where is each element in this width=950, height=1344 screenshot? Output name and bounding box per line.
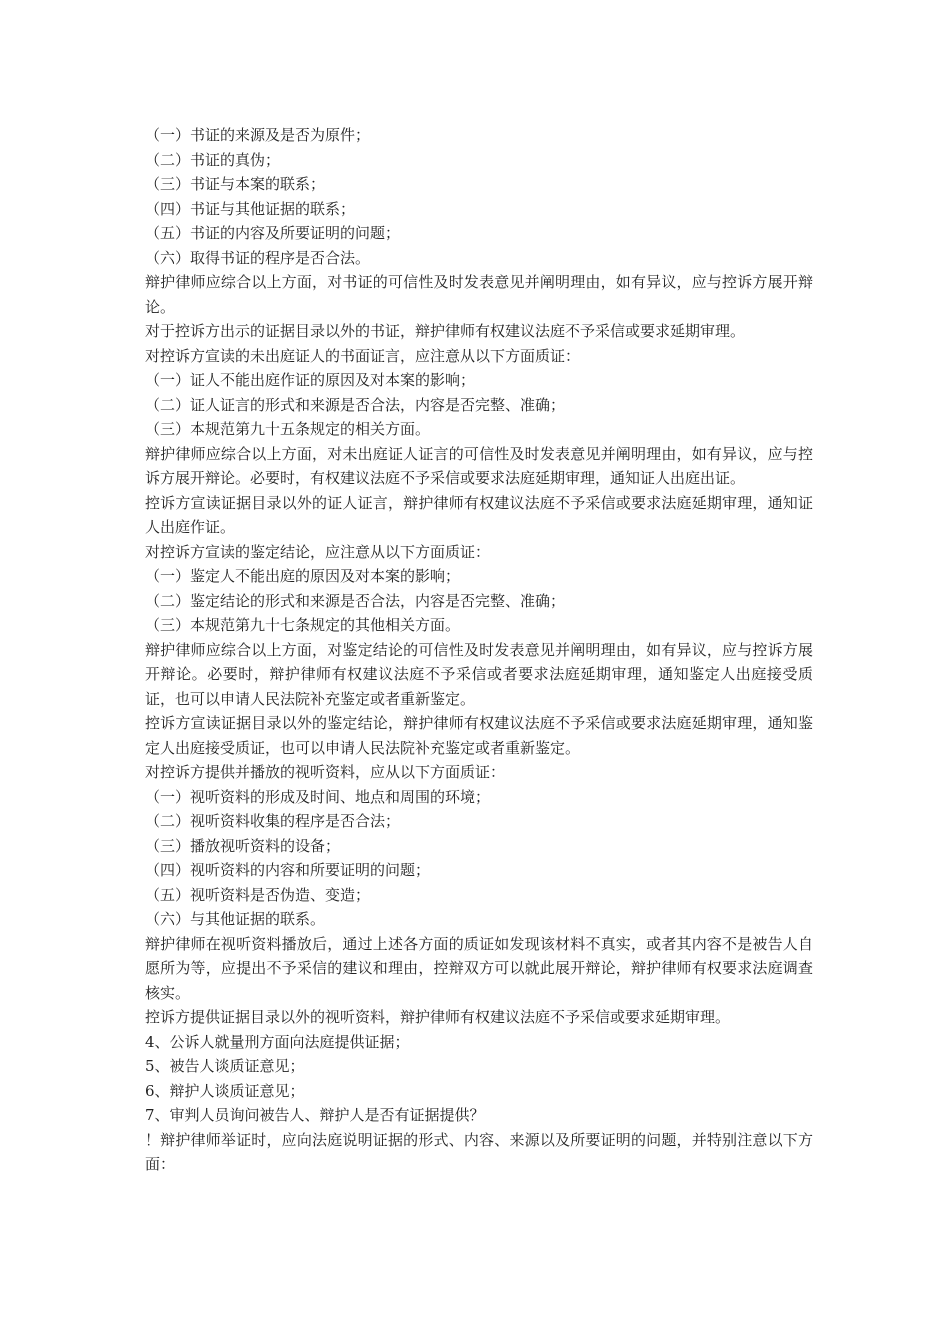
paragraph: 辩护律师应综合以上方面，对书证的可信性及时发表意见并阐明理由，如有异议，应与控诉方展开辩论。 xyxy=(145,273,813,316)
paragraph: （二）视听资料收集的程序是否合法； xyxy=(145,812,401,830)
paragraph: 辩护律师应综合以上方面，对鉴定结论的可信性及时发表意见并阐明理由，如有异议，应与控诉方展开辩论。必要时，辩护律师有权建议法庭不予采信或者要求法庭延期审理，通知鉴定人出庭接受质证，也可以申请人民法院补充鉴定或者重新鉴定。 xyxy=(145,640,813,708)
paragraph: 控诉方宣读证据目录以外的证人证言，辩护律师有权建议法庭不予采信或要求法庭延期审理，通知证人出庭作证。 xyxy=(145,493,813,536)
paragraph: 对控诉方宣读的鉴定结论，应注意从以下方面质证： xyxy=(145,542,491,561)
paragraph: （二）书证的真伪； xyxy=(145,150,281,169)
paragraph: （六）取得书证的程序是否合法。 xyxy=(145,248,371,267)
paragraph: （五）视听资料是否伪造、变造； xyxy=(145,885,371,904)
paragraph: （四）视听资料的内容和所要证明的问题； xyxy=(145,861,431,879)
paragraph: ！辩护律师举证时，应向法庭说明证据的形式、内容、来源以及所要证明的问题，并特别注意以下方面： xyxy=(145,1130,813,1173)
paragraph: （一）视听资料的形成及时间、地点和周围的环境； xyxy=(145,787,491,806)
paragraph: （二）证人证言的形式和来源是否合法，内容是否完整、准确； xyxy=(145,395,566,414)
paragraph: （三）本规范第九十五条规定的相关方面。 xyxy=(145,420,431,438)
paragraph: （一）鉴定人不能出庭的原因及对本案的影响； xyxy=(145,567,461,585)
paragraph: （三）播放视听资料的设备； xyxy=(145,836,341,855)
paragraph: （二）鉴定结论的形式和来源是否合法，内容是否完整、准确； xyxy=(145,591,566,610)
paragraph: （一）证人不能出庭作证的原因及对本案的影响； xyxy=(145,371,476,389)
paragraph: 5、被告人谈质证意见； xyxy=(145,1057,305,1075)
paragraph: （一）书证的来源及是否为原件； xyxy=(145,126,371,144)
paragraph: （五）书证的内容及所要证明的问题； xyxy=(145,224,401,242)
paragraph: 控诉方提供证据目录以外的视听资料，辩护律师有权建议法庭不予采信或要求延期审理。 xyxy=(145,1008,731,1026)
paragraph: 6、辩护人谈质证意见； xyxy=(145,1081,305,1100)
paragraph: 对控诉方提供并播放的视听资料，应从以下方面质证： xyxy=(145,763,506,781)
paragraph: 辩护律师在视听资料播放后，通过上述各方面的质证如发现该材料不真实，或者其内容不是被告人自愿所为等，应提出不予采信的建议和理由，控辩双方可以就此展开辩论，辩护律师有权要求法庭调查核实。 xyxy=(145,934,813,1002)
paragraph: （六）与其他证据的联系。 xyxy=(145,910,326,928)
paragraph: （四）书证与其他证据的联系； xyxy=(145,199,356,218)
paragraph: 控诉方宣读证据目录以外的鉴定结论，辩护律师有权建议法庭不予采信或要求法庭延期审理，通知鉴定人出庭接受质证，也可以申请人民法院补充鉴定或者重新鉴定。 xyxy=(145,714,813,757)
paragraph: 对控诉方宣读的未出庭证人的书面证言，应注意从以下方面质证： xyxy=(145,346,581,365)
paragraph: （三）书证与本案的联系； xyxy=(145,175,326,193)
paragraph: 4、公诉人就量刑方面向法庭提供证据； xyxy=(145,1032,410,1051)
paragraph: 辩护律师应综合以上方面，对未出庭证人证言的可信性及时发表意见并阐明理由，如有异议，应与控诉方展开辩论。必要时，有权建议法庭不予采信或要求法庭延期审理，通知证人出庭出证。 xyxy=(145,444,813,487)
paragraph: （三）本规范第九十七条规定的其他相关方面。 xyxy=(145,616,461,634)
paragraph: 7、审判人员询问被告人、辩护人是否有证据提供？ xyxy=(145,1106,485,1124)
document-page xyxy=(145,123,813,1177)
paragraph: 对于控诉方出示的证据目录以外的书证，辩护律师有权建议法庭不予采信或要求延期审理。 xyxy=(145,322,746,340)
